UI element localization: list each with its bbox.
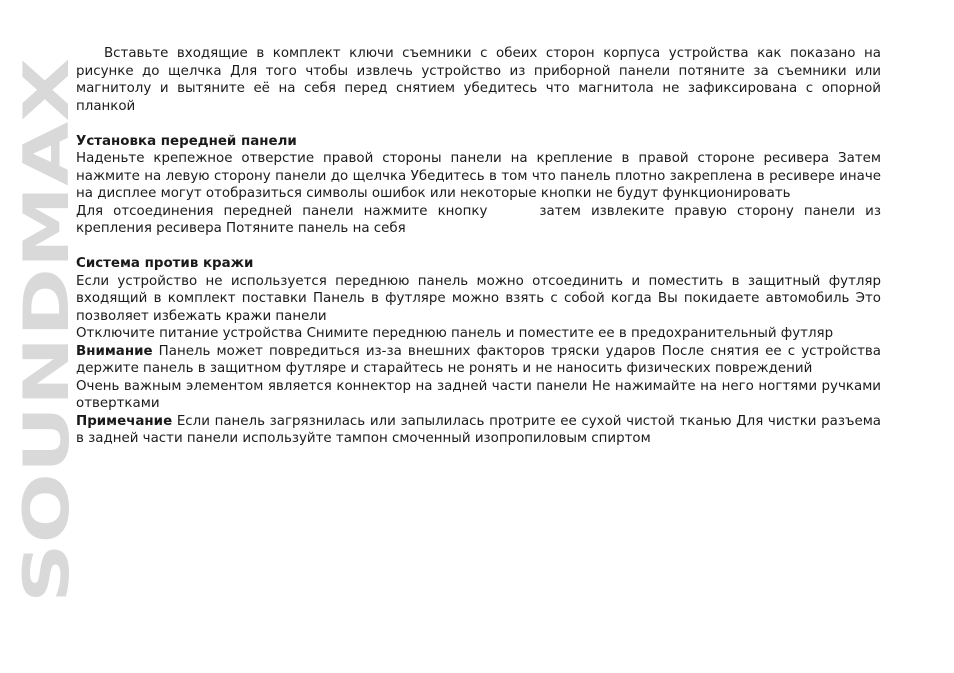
- power-off-paragraph: Отключите питание устройства Снимите переднюю панель и поместите ее в предохранительный футляр: [76, 326, 834, 341]
- anti-theft-paragraph: Если устройство не используется переднюю панель можно отсоединить и поместить в защитный футляр входящий в комплект поставки Панель в футляре можно взять с собой когда Вы покидаете автомобиль Это позволяет избежать кражи панели: [76, 273, 881, 324]
- front-panel-heading: Установка передней панели: [76, 133, 297, 149]
- remove-text-start: Для отсоединения передней панели нажмите кнопку: [76, 203, 488, 219]
- front-panel-install-paragraph: Наденьте крепежное отверстие правой стороны панели на крепление в правой стороне ресивера Затем нажмите на левую сторону панели до щелчка Убедитесь в том что панель плотно закреплена в ресивере иначе на дисплее могут отобразиться символы ошибок или некоторые кнопки не будут функционировать: [76, 151, 881, 201]
- remove-text-end: затем извлеките правую сторону панели из крепления ресивера Потяните панель на себя: [76, 203, 881, 236]
- warning-text: Панель может повредиться из-за внешних факторов тряски ударов После снятия ее с устройства держите панель в защитном футляре и старайтесь не ронять и не наносить физических повреждений: [76, 343, 881, 376]
- front-panel-remove-paragraph: [76, 203, 881, 238]
- note-paragraph: [76, 413, 881, 448]
- note-text: Если панель загрязнилась или запылилась протрите ее сухой чистой тканью Для чистки разъема в задней части панели используйте тампон смоченный изопропиловым спиртом: [76, 413, 881, 446]
- warning-paragraph: [76, 343, 881, 378]
- brand-logo-text: SOUNDMAX: [10, 194, 83, 603]
- soundmax-logo: [0, 0, 83, 673]
- document-body: [76, 45, 881, 448]
- warning-label: Внимание: [76, 343, 153, 359]
- note-label: Примечание: [76, 413, 173, 429]
- anti-theft-heading: Система против кражи: [76, 256, 254, 271]
- connector-paragraph: Очень важным элементом является коннектор на задней части панели Не нажимайте на него ногтями ручками отвертками: [76, 378, 881, 411]
- intro-paragraph: Вставьте входящие в комплект ключи съемники с обеих сторон корпуса устройства как показано на рисунке до щелчка Для того чтобы извлечь устройство из приборной панели потяните за съемники или магнитолу и вытяните её на себя перед снятием убедитесь что магнитола не зафиксирована с опорной планкой: [76, 46, 881, 114]
